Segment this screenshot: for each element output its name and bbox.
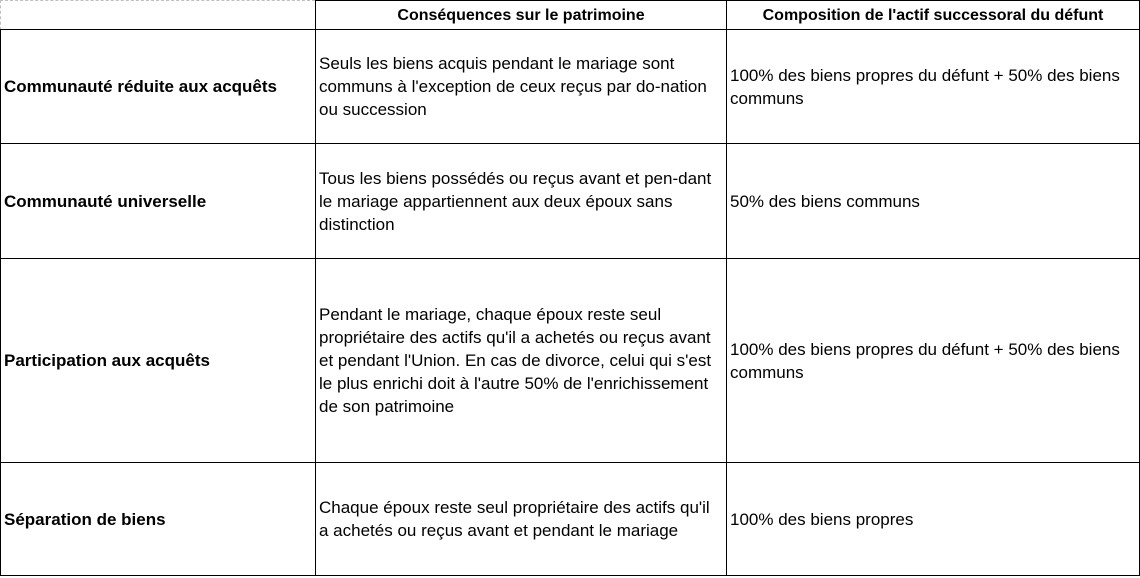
table-row [1,259,1140,463]
composition-cell: 100% des biens propres du défunt + 50% des biens communs [727,259,1140,463]
table-row [1,463,1140,576]
regime-name-cell: Séparation de biens [1,463,316,576]
composition-cell: 50% des biens communs [727,144,1140,259]
header-row [1,1,1140,30]
table-row [1,144,1140,259]
regime-name-cell: Communauté universelle [1,144,316,259]
regime-name-cell: Participation aux acquêts [1,259,316,463]
consequences-cell: Chaque époux reste seul propriétaire des actifs qu'il a achetés ou reçus avant et pendant le mariage [316,463,727,576]
empty-corner-cell [1,1,316,30]
consequences-cell: Tous les biens possédés ou reçus avant et pen-dant le mariage appartiennent aux deux époux sans distinction [316,144,727,259]
consequences-cell: Seuls les biens acquis pendant le mariage sont communs à l'exception de ceux reçus par do-nation ou succession [316,30,727,144]
header-composition: Composition de l'actif successoral du défunt [727,1,1140,30]
header-consequences: Conséquences sur le patrimoine [316,1,727,30]
consequences-cell: Pendant le mariage, chaque époux reste seul propriétaire des actifs qu'il a achetés ou reçus avant et pendant l'Union. En cas de divorce, celui qui s'est le plus enrichi doit à l'autre 50% de l'enrichissement de son patrimoine [316,259,727,463]
composition-cell: 100% des biens propres du défunt + 50% des biens communs [727,30,1140,144]
composition-cell: 100% des biens propres [727,463,1140,576]
regime-name-cell: Communauté réduite aux acquêts [1,30,316,144]
table-row [1,30,1140,144]
